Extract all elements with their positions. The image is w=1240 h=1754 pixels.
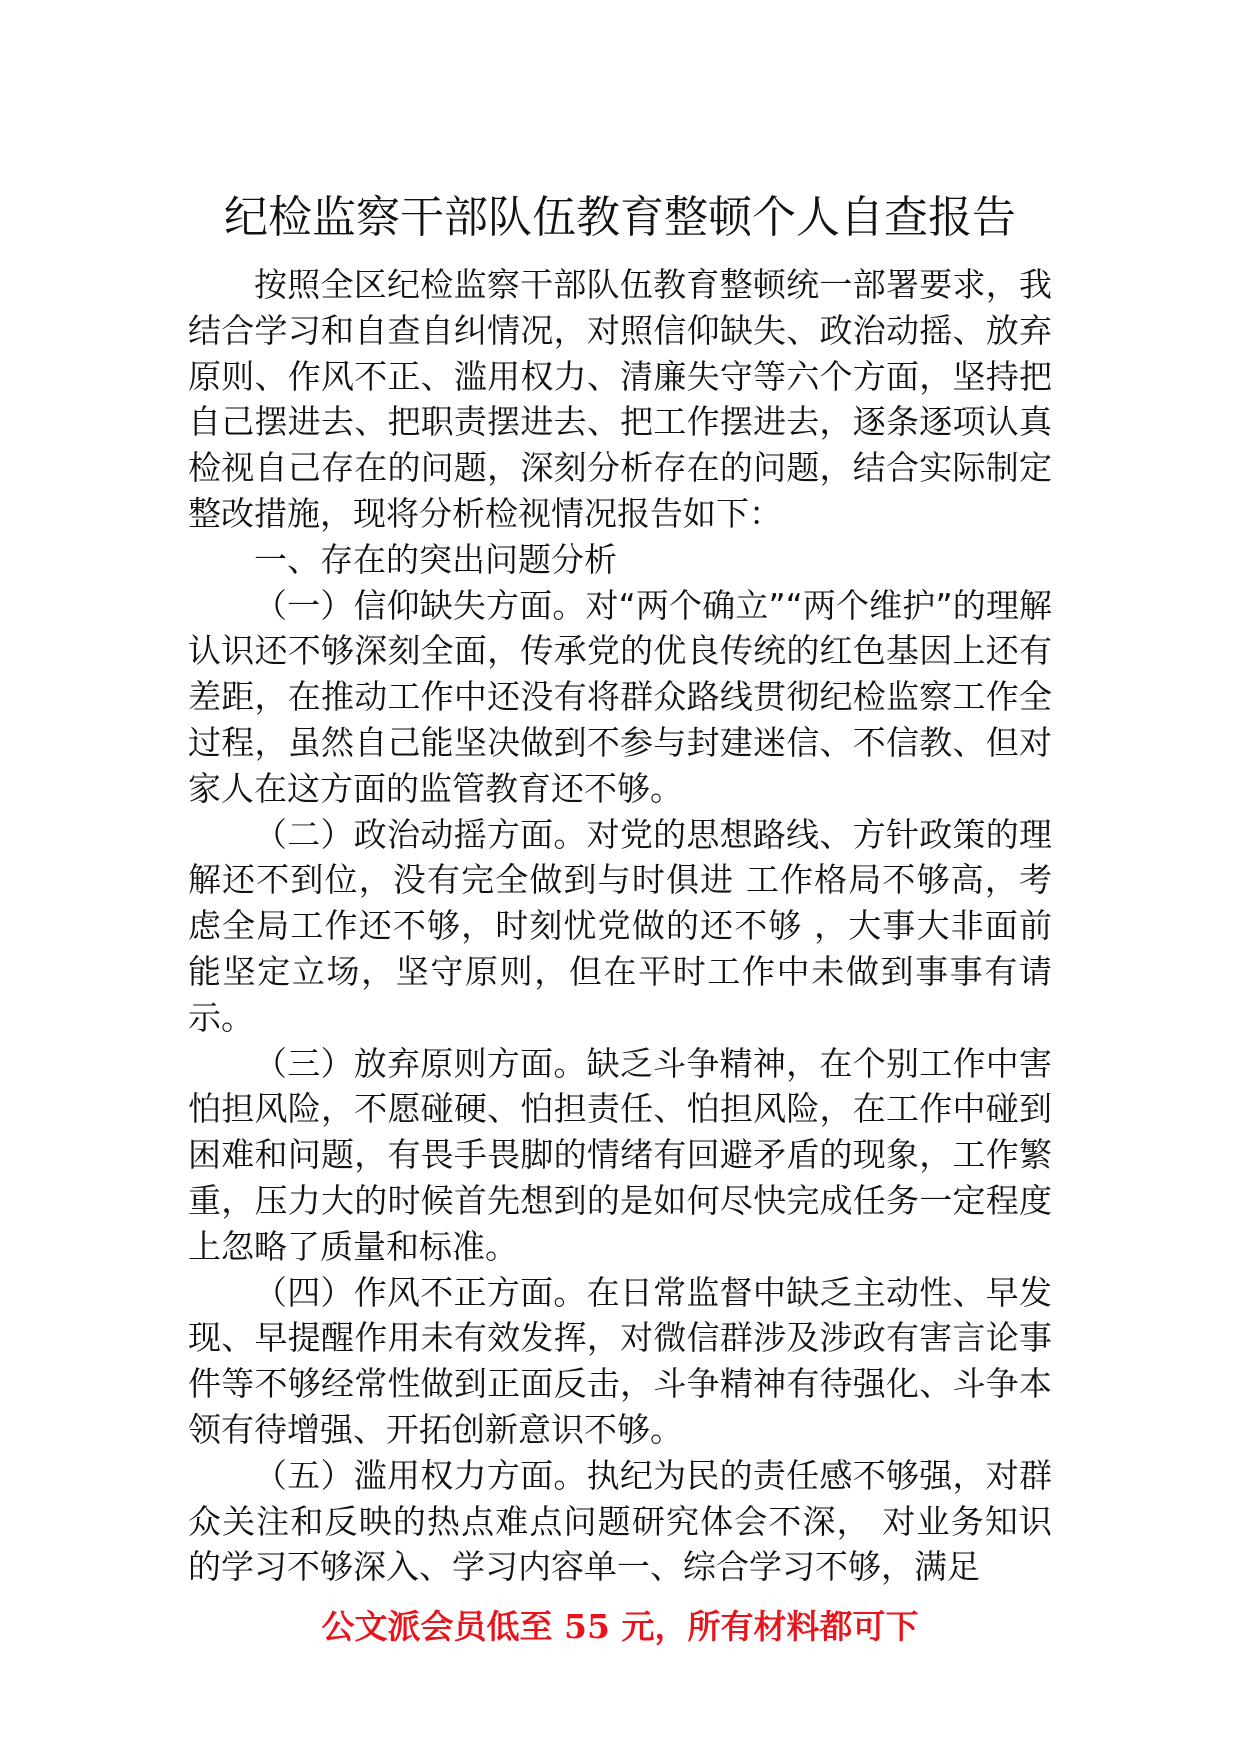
paragraph-principle: （三）放弃原则方面。缺乏斗争精神，在个别工作中害怕担风险，不愿碰硬、怕担责任、怕担风险，在工作中碰到困难和问题，有畏手畏脚的情绪有回避矛盾的现象，工作繁重，压力大的时候首先想到的是如何尽快完成任务一定程度上忽略了质量和标准。: [188, 1043, 1052, 1266]
paragraph-political: （二）政治动摇方面。对党的思想路线、方针政策的理解还不到位，没有完全做到与时俱进 工作格局不够高，考虑全局工作还不够，时刻忧党做的还不够 ，大事大非面前能坚定立场，坚守原则，但在平时工作中未做到事事有请示。: [188, 814, 1052, 1037]
document-body: [188, 262, 1052, 1590]
paragraph-power: （五）滥用权力方面。执纪为民的责任感不够强，对群众关注和反映的热点难点问题研究体会不深， 对业务知识的学习不够深入、学习内容单一、综合学习不够，满足: [188, 1455, 1052, 1587]
paragraph-style: （四）作风不正方面。在日常监督中缺乏主动性、早发现、早提醒作用未有效发挥，对微信群涉及涉政有害言论事件等不够经常性做到正面反击，斗争精神有待强化、斗争本领有待增强、开拓创新意识不够。: [188, 1272, 1052, 1449]
section-heading: 一、存在的突出问题分析: [254, 539, 617, 579]
paragraph-belief: （一）信仰缺失方面。对“两个确立”“两个维护”的理解认识还不够深刻全面，传承党的优良传统的红色基因上还有差距，在推动工作中还没有将群众路线贯彻纪检监察工作全过程，虽然自己能坚决做到不参与封建迷信、不信教、但对家人在这方面的监管教育还不够。: [188, 585, 1052, 808]
promo-footer: 公文派会员低至 55 元，所有材料都可下: [321, 1607, 919, 1646]
document-title: 纪检监察干部队伍教育整顿个人自查报告: [224, 192, 1016, 243]
intro-paragraph: 按照全区纪检监察干部队伍教育整顿统一部署要求，我结合学习和自查自纠情况，对照信仰缺失、政治动摇、放弃原则、作风不正、滥用权力、清廉失守等六个方面，坚持把自己摆进去、把职责摆进去、把工作摆进去，逐条逐项认真检视自己存在的问题，深刻分析存在的问题，结合实际制定整改措施，现将分析检视情况报告如下：: [188, 265, 1052, 533]
